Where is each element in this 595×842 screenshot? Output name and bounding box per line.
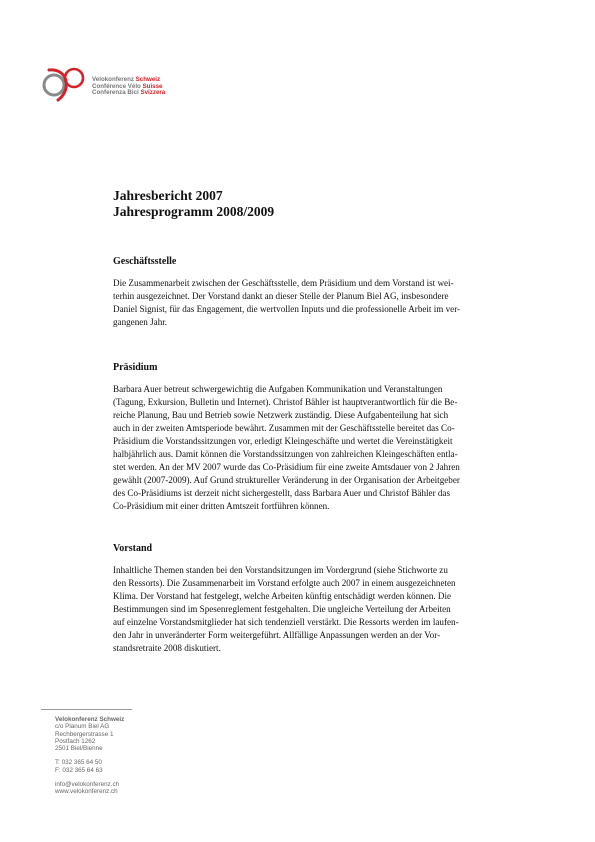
text-line: stet werden. An der MV 2007 wurde das Co-Präsidium für eine zweite Amtsdauer von 2 Jahren — [113, 462, 460, 472]
section-vorstand — [113, 543, 531, 655]
section-heading: Präsidium — [113, 362, 158, 373]
text-line: Barbara Auer betreut schwergewichtig die Aufgaben Kommunikation und Veranstaltungen — [113, 384, 443, 394]
footer-spacer — [55, 752, 255, 759]
logo — [38, 66, 166, 104]
text-line: halbjährlich aus. Damit können die Vorstandssitzungen von zahlreichen Kleingeschäften entla- — [113, 449, 458, 459]
section-heading: Vorstand — [113, 543, 153, 554]
footer-address-line: 2501 Biel/Bienne — [55, 745, 103, 753]
text-line: Bestimmungen sind im Spesenreglement festgehalten. Die ungleiche Verteilung der Arbeiten — [113, 604, 451, 614]
text-line: Inhaltliche Themen standen bei den Vorstandsitzungen im Vordergrund (siehe Stichworte zu — [113, 565, 448, 575]
section-body — [113, 277, 531, 329]
logo-line-fr: Conférence Vélo Suisse — [92, 82, 163, 90]
document-titles — [113, 188, 533, 220]
footer-spacer — [55, 774, 255, 781]
footer-address-line: c/o Planum Biel AG — [55, 723, 110, 731]
text-line: Die Zusammenarbeit zwischen der Geschäftsstelle, dem Präsidium und dem Vorstand ist wei- — [113, 278, 454, 288]
text-line: den Ressorts). Die Zusammenarbeit im Vorstand erfolgte auch 2007 in einem ausgezeichneten — [113, 578, 456, 588]
footer-org-name: Velokonferenz Schweiz — [55, 716, 125, 723]
text-line: Klima. Der Vorstand hat festgelegt, welche Arbeiten künftig entschädigt werden können. Die — [113, 591, 452, 601]
footer-address-line: Postfach 1262 — [55, 737, 96, 745]
text-line: terhin ausgezeichnet. Der Vorstand dankt an dieser Stelle der Planum Biel AG, insbesondere — [113, 291, 449, 301]
logo-line-it: Conferenza Bici Svizzera — [92, 89, 166, 97]
text-line: gangenen Jahr. — [113, 317, 168, 327]
text-line: Präsidium die Vorstandssitzungen vor, erledigt Kleingeschäfte und wertet die Vereinstätigkeit — [113, 436, 453, 446]
logo-mark — [38, 66, 92, 104]
footer-address-line: Rechbergerstrasse 1 — [55, 730, 114, 738]
footer-fax: F: 032 365 64 63 — [55, 766, 103, 774]
title-jahresprogramm: Jahresprogramm 2008/2009 — [113, 204, 275, 219]
footer-address-block — [55, 716, 255, 796]
text-line: des Co-Präsidiums ist derzeit nicht sichergestellt, dass Barbara Auer und Christof Bähler das — [113, 488, 450, 498]
section-geschaeftsstelle — [113, 256, 531, 329]
text-line: Co-Präsidium mit einer dritten Amtszeit fortführen können. — [113, 501, 330, 511]
text-line: den Jahr in unveränderter Form weitergeführt. Allfällige Anpassungen werden an der Vor- — [113, 630, 441, 640]
text-line: gewählt (2007-2009). Auf Grund struktureller Veränderung in der Organisation der Arbeitgeber — [113, 475, 460, 485]
section-heading: Geschäftsstelle — [113, 256, 177, 267]
section-praesidium — [113, 362, 531, 513]
text-line: reiche Planung, Bau und Betrieb sowie Netzwerk zuständig. Diese Aufgabenteilung hat sich — [113, 410, 449, 420]
footer-email-link[interactable]: info@velokonferenz.ch — [55, 781, 120, 789]
logo-line-de: Velokonferenz Schweiz — [92, 76, 161, 83]
section-body — [113, 383, 531, 513]
footer-phone: T: 032 365 64 50 — [55, 759, 102, 767]
section-body — [113, 564, 531, 655]
footer-divider — [41, 709, 132, 710]
text-line: (Tagung, Exkursion, Bulletin und Internet). Christof Bähler ist hauptverantwortlich für die Be- — [113, 397, 458, 407]
text-line: auch in der zweiten Amtsperiode bewährt. Zusammen mit der Geschäftsstelle bereitet das Co- — [113, 423, 455, 433]
text-line: auf einzelne Vorstandsmitglieder hat sich tendenziell verstärkt. Die Ressorts werden im laufen- — [113, 617, 459, 627]
text-line: standsretraite 2008 diskutiert. — [113, 643, 221, 653]
footer-website-link[interactable]: www.velokonferenz.ch — [55, 788, 118, 796]
text-line: Daniel Signist, für das Engagement, die wertvollen Inputs und die professionelle Arbeit im ver- — [113, 304, 461, 314]
title-jahresbericht: Jahresbericht 2007 — [113, 188, 223, 203]
